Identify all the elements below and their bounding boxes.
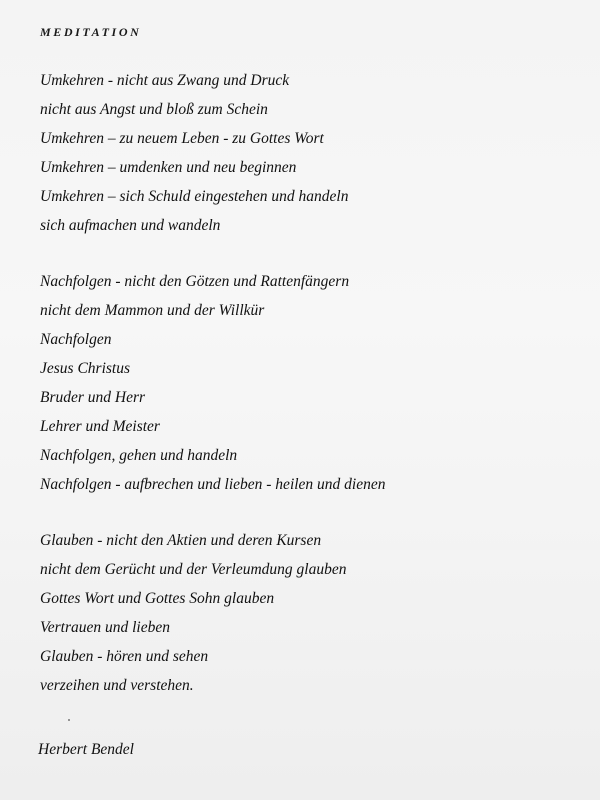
poem-line: nicht dem Gerücht und der Verleumdung glauben <box>40 561 347 578</box>
poem-line: Glauben - hören und sehen <box>40 648 209 665</box>
poem-line: verzeihen und verstehen. <box>40 677 194 694</box>
poem-line: Gottes Wort und Gottes Sohn glauben <box>40 590 275 607</box>
poem-line: Glauben - nicht den Aktien und deren Kursen <box>40 532 322 549</box>
poem-line: Umkehren – sich Schuld eingestehen und handeln <box>40 188 349 205</box>
poem-line: Vertrauen und lieben <box>40 619 171 636</box>
stanza-umkehren <box>40 72 349 246</box>
stanza-nachfolgen <box>40 273 386 505</box>
poem-line: sich aufmachen und wandeln <box>40 217 221 234</box>
poem-line: Umkehren – umdenken und neu beginnen <box>40 159 297 176</box>
poem-line: Umkehren – zu neuem Leben - zu Gottes Wort <box>40 130 324 147</box>
poem-line: Nachfolgen <box>40 331 112 348</box>
poem-line: nicht aus Angst und bloß zum Schein <box>40 101 268 118</box>
poem-line: Nachfolgen - nicht den Götzen und Rattenfängern <box>40 273 350 290</box>
poem-title: MEDITATION <box>40 25 142 39</box>
poem-line: Nachfolgen - aufbrechen und lieben - heilen und dienen <box>40 476 386 493</box>
poem-line: Lehrer und Meister <box>40 418 160 435</box>
poem-line: Umkehren - nicht aus Zwang und Druck <box>40 72 290 89</box>
poem-line: nicht dem Mammon und der Willkür <box>40 302 265 319</box>
paper-speck <box>68 719 70 721</box>
poem-line: Nachfolgen, gehen und handeln <box>40 447 238 464</box>
stanza-glauben <box>40 532 347 706</box>
poem-line: Bruder und Herr <box>40 389 146 406</box>
poem-line: Jesus Christus <box>40 360 130 377</box>
author-signature: Herbert Bendel <box>38 741 134 758</box>
